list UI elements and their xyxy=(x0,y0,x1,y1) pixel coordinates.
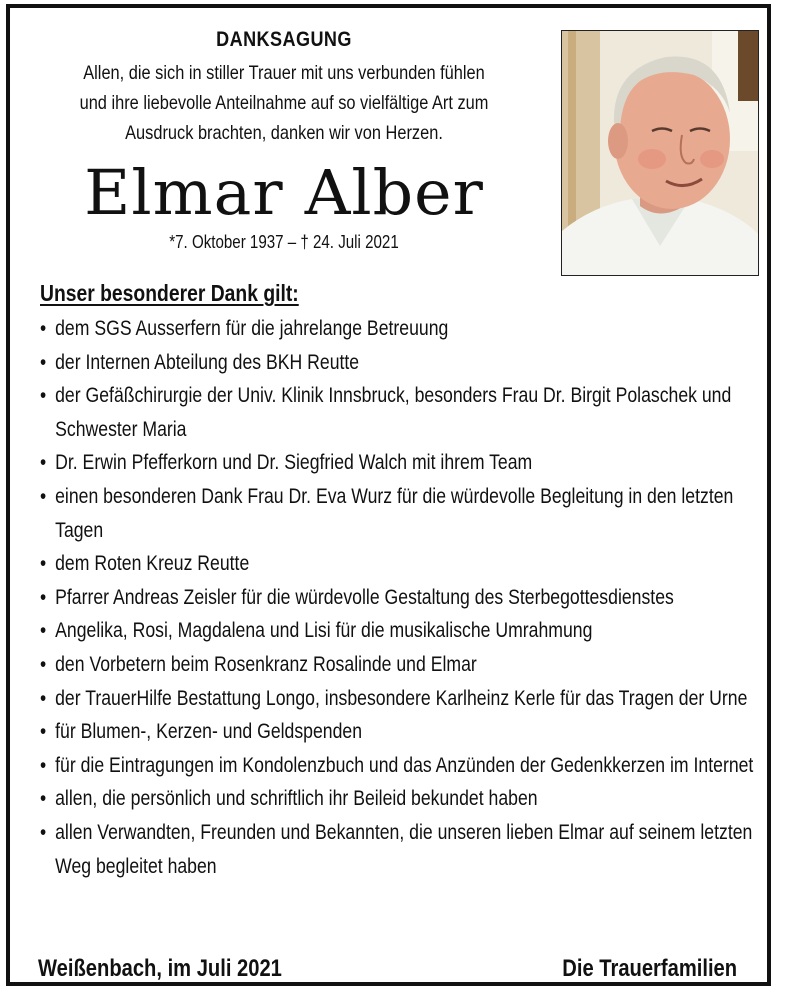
signature: Die Trauerfamilien xyxy=(562,955,737,982)
portrait-photo xyxy=(561,30,759,276)
intro-line: Ausdruck brachten, danken wir von Herzen. xyxy=(125,122,443,144)
list-item: • Pfarrer Andreas Zeisler für die würdevolle Gestaltung des Sterbegottesdienstes xyxy=(40,581,762,615)
list-item: • der Internen Abteilung des BKH Reutte xyxy=(40,346,762,380)
intro-line: Allen, die sich in stiller Trauer mit uns verbunden fühlen xyxy=(83,62,485,84)
life-dates: *7. Oktober 1937 – † 24. Juli 2021 xyxy=(169,232,399,252)
list-item: • den Vorbetern beim Rosenkranz Rosalinde und Elmar xyxy=(40,648,762,682)
list-item: • für Blumen-, Kerzen- und Geldspenden xyxy=(40,715,762,749)
bullet-icon: • xyxy=(40,720,47,744)
bullet-icon: • xyxy=(40,384,47,408)
list-item: • der TrauerHilfe Bestattung Longo, insbesondere Karlheinz Kerle für das Tragen der Urne xyxy=(40,682,762,716)
bullet-icon: • xyxy=(40,317,47,340)
bullet-icon: • xyxy=(40,820,47,844)
list-item: • Angelika, Rosi, Magdalena und Lisi für die musikalische Umrahmung xyxy=(40,614,762,648)
bullet-icon: • xyxy=(40,451,47,475)
bullet-icon: • xyxy=(40,585,47,609)
obituary-frame xyxy=(6,4,771,986)
list-item: • einen besonderen Dank Frau Dr. Eva Wurz für die würdevolle Begleitung in den letzten Tagen xyxy=(40,480,762,547)
list-item: • der Gefäßchirurgie der Univ. Klinik Innsbruck, besonders Frau Dr. Birgit Polaschek und Schwester Maria xyxy=(40,379,762,446)
header-block xyxy=(30,26,538,148)
bullet-icon: • xyxy=(40,787,47,811)
bullet-icon: • xyxy=(40,484,47,508)
list-item: • für die Eintragungen im Kondolenzbuch und das Anzünden der Gedenkkerzen im Internet xyxy=(40,749,762,783)
deceased-name: Elmar Alber xyxy=(84,156,484,229)
thanks-list xyxy=(40,312,762,883)
list-item: • dem SGS Ausserfern für die jahrelange Betreuung xyxy=(40,312,762,346)
place-date: Weißenbach, im Juli 2021 xyxy=(38,955,282,982)
bullet-icon: • xyxy=(40,552,47,576)
intro-text xyxy=(32,58,536,148)
bullet-icon: • xyxy=(40,686,47,710)
intro-line: und ihre liebevolle Anteilnahme auf so vielfältige Art zum xyxy=(79,92,489,114)
page-title: DANKSAGUNG xyxy=(216,28,352,51)
bullet-icon: • xyxy=(40,753,47,777)
portrait-photo-icon xyxy=(562,31,759,276)
bullet-icon: • xyxy=(40,652,47,676)
thanks-heading: Unser besonderer Dank gilt: xyxy=(40,280,299,306)
list-item: • allen Verwandten, Freunden und Bekannten, die unseren lieben Elmar auf seinem letzten Weg begleitet haben xyxy=(40,816,762,883)
list-item: • dem Roten Kreuz Reutte xyxy=(40,547,762,581)
bullet-icon: • xyxy=(40,619,47,643)
bullet-icon: • xyxy=(40,350,47,374)
list-item: • allen, die persönlich und schriftlich ihr Beileid bekundet haben xyxy=(40,782,762,816)
list-item: • Dr. Erwin Pfefferkorn und Dr. Siegfried Walch mit ihrem Team xyxy=(40,446,762,480)
